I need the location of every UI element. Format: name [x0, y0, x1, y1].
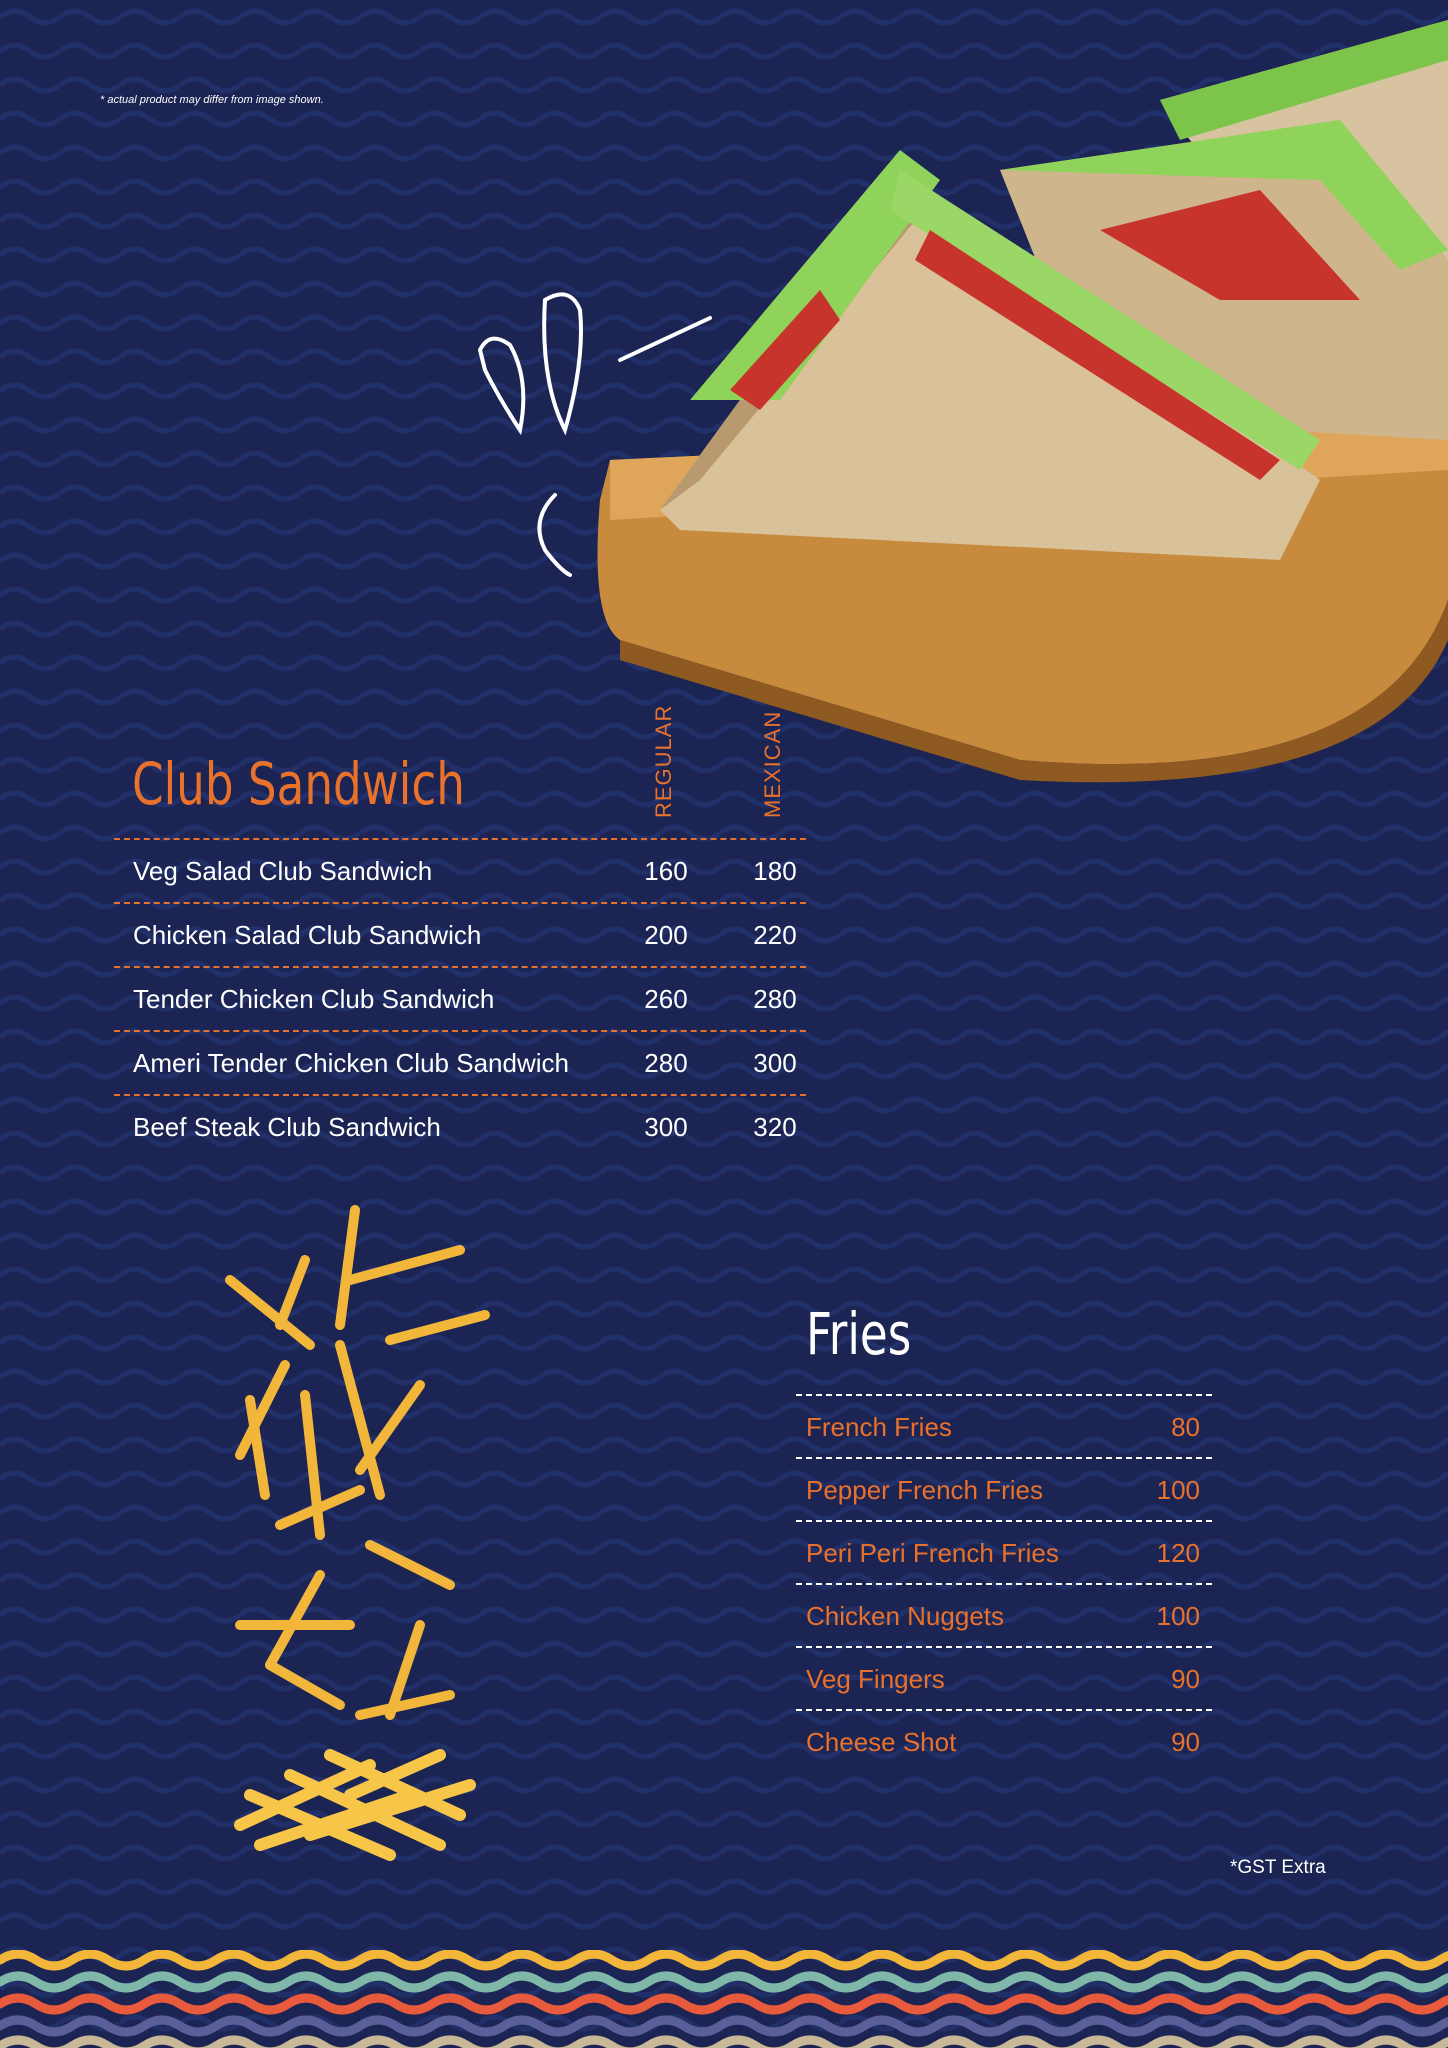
club-sandwich-row — [114, 1094, 806, 1158]
fries-row — [796, 1709, 1212, 1772]
item-name: Beef Steak Club Sandwich — [133, 1112, 441, 1142]
regular-price: 300 — [644, 1112, 688, 1142]
club-sandwich-image — [460, 0, 1448, 790]
mexican-price: 300 — [753, 1048, 797, 1078]
item-price: 90 — [1171, 1664, 1200, 1694]
club-sandwich-price-list — [114, 838, 806, 1158]
club-sandwich-row — [114, 838, 806, 902]
bottom-wave-border — [0, 1950, 1448, 2048]
regular-price: 280 — [644, 1048, 688, 1078]
item-name: Chicken Nuggets — [806, 1601, 1004, 1631]
disclaimer-text: * actual product may differ from image shown. — [100, 94, 324, 106]
club-sandwich-row — [114, 1030, 806, 1094]
mexican-column-header: MEXICAN — [760, 710, 785, 818]
item-name: Tender Chicken Club Sandwich — [133, 984, 495, 1014]
fries-row — [796, 1520, 1212, 1583]
item-name: Cheese Shot — [806, 1727, 957, 1757]
item-name: Chicken Salad Club Sandwich — [133, 920, 482, 950]
item-name: Ameri Tender Chicken Club Sandwich — [133, 1048, 569, 1078]
mexican-price: 220 — [753, 920, 797, 950]
regular-column-header: REGULAR — [651, 704, 676, 818]
fries-row — [796, 1646, 1212, 1709]
item-price: 100 — [1156, 1601, 1200, 1631]
mexican-price: 280 — [753, 984, 797, 1014]
gst-note: *GST Extra — [1230, 1857, 1326, 1878]
item-price: 100 — [1156, 1475, 1200, 1505]
item-price: 90 — [1171, 1727, 1200, 1757]
mexican-price: 320 — [753, 1112, 797, 1142]
regular-price: 260 — [644, 984, 688, 1014]
club-sandwich-row — [114, 902, 806, 966]
falling-fries-image — [210, 1195, 510, 1865]
club-sandwich-row — [114, 966, 806, 1030]
fries-row — [796, 1457, 1212, 1520]
item-name: Pepper French Fries — [806, 1475, 1043, 1505]
club-sandwich-title: Club Sandwich — [132, 750, 465, 818]
fries-row — [796, 1583, 1212, 1646]
mexican-price: 180 — [753, 856, 797, 886]
regular-price: 200 — [644, 920, 688, 950]
item-name: Peri Peri French Fries — [806, 1538, 1059, 1568]
item-name: Veg Salad Club Sandwich — [133, 856, 433, 886]
item-name: Veg Fingers — [806, 1664, 945, 1694]
fries-price-list — [796, 1394, 1212, 1772]
item-name: French Fries — [806, 1412, 952, 1442]
item-price: 120 — [1156, 1538, 1200, 1568]
item-price: 80 — [1171, 1412, 1200, 1442]
fries-row — [796, 1394, 1212, 1457]
fries-title: Fries — [806, 1300, 912, 1368]
regular-price: 160 — [644, 856, 688, 886]
